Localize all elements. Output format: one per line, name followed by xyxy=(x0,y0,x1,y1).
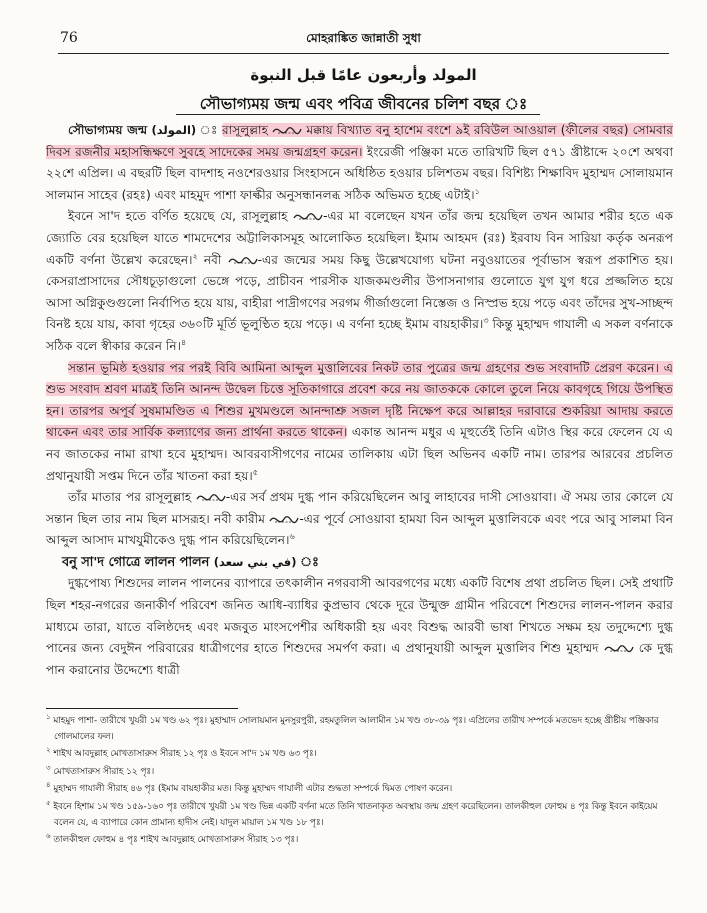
saw-symbol-icon xyxy=(269,515,299,524)
footnote-ref-3[interactable]: ৩ xyxy=(483,316,489,326)
text-span: -এর মা বলেছেন যখন তাঁর জন্ম হয়েছিল তখন আমার শরীর হতে এক জ্যোতি বের হয়েছিল যাতে শামদেশের অট্টালিকাসমূহ আলোকিত হয়েছিল। ইমাম আহমদ (রঃ) ইরবায বিন সারিয়া কর্তৃক অনরূপ একটি বর্ণনা উল্লেখ করেছেন। xyxy=(46,209,674,267)
saw-symbol-icon xyxy=(228,256,258,265)
footnote-ref-1[interactable]: ১ xyxy=(474,186,480,196)
footnote-ref-5[interactable]: ৫ xyxy=(252,467,258,477)
page-number: 76 xyxy=(60,30,78,46)
paragraph-nursing xyxy=(46,487,673,552)
footnote-ref-6[interactable]: ৬ xyxy=(289,532,295,542)
saw-symbol-icon xyxy=(196,493,226,502)
saw-symbol-icon xyxy=(604,644,634,653)
footnote-text: মাহমুদ পাশা- তারীখে খুযরী ১ম খণ্ড ৬২ পৃঃ। মুহাম্মাদ সোলায়মান মুনসুরপুরী, রহমতুলিল আলামীন ১ম খণ্ড ৩৮-৩৯ পৃঃ। এপ্রিলের তারীখ সম্পর্কে মতভেদ হচ্ছে খ্রীষ্টীয় পঞ্জিকার গোলমালের ফল। xyxy=(53,716,659,742)
footnote-text: ইবনে হিশাম ১ম খণ্ড ১৫৯-১৬০ পৃঃ তারীখে খুযরী ১ম খণ্ড ভিন্ন একটি বর্ণনা মতে তিনি খাতনাকৃত অবস্থায় জন্ম গ্রহণ করেছিলেন। তালকীহুল ফোহুম ৪ পৃঃ কিন্তু ইবনে কাইয়েম বলেন যে, এ ব্যাপারে কোন প্রামান্য হাদীস নেই। যাদুল মায়াল ১ম খণ্ড ১৮ পৃঃ। xyxy=(53,801,658,828)
paragraph-light xyxy=(46,206,673,357)
footnotes xyxy=(46,714,673,851)
footnote-ref-2[interactable]: ২ xyxy=(192,251,198,261)
section-heading-birth: সৌভাগ্যময় জন্ম xyxy=(68,123,148,137)
text-span: রাসূলুল্লাহ xyxy=(222,123,273,137)
footnote-ref-4[interactable]: ৪ xyxy=(181,337,187,347)
footnote-text: শাইখ আবদুল্লাহ মোখতাসারুস সীরাহ ১২ পৃঃ ও ইবনে সা'দ ১ম খণ্ড ৬৩ পৃঃ। xyxy=(53,749,317,760)
footnote-number: ৩ xyxy=(46,763,51,772)
footnote-text: তালকীহুল ফোহুম ৪ পৃঃ শাইখ আবদুল্লাহ মোখতাসারুস সীরাহ ১৩ পৃঃ। xyxy=(53,835,299,846)
footnote xyxy=(46,765,673,781)
footnote-number: ১ xyxy=(46,713,51,722)
header-rule xyxy=(58,53,669,54)
footnote-number: ৪ xyxy=(46,781,51,790)
arabic-term-mawlid: (المولد) xyxy=(151,123,197,137)
footnote-text: মোখতাসারুস সীরাহ ১২ পৃঃ। xyxy=(53,766,155,777)
text-span: কিন্তু মুহাম্মদ গাযালী এ সকল বর্ণনাকে সঠিক বলে স্বীকার করেন নি। xyxy=(46,317,673,353)
text-span: নবী xyxy=(197,252,228,267)
chapter-title: সৌভাগ্যময় জন্ম এবং পবিত্র জীবনের চলিশ বছর ঃ xyxy=(199,95,528,113)
paragraph-birth xyxy=(46,120,673,206)
text-span: ইবনে সা'দ হতে বর্ণিত হয়েছে যে, রাসূলুল্লাহ xyxy=(68,209,294,224)
page-header xyxy=(60,30,667,52)
footnote-rule xyxy=(46,708,238,709)
footnote xyxy=(46,747,673,763)
paragraph-bani-saad xyxy=(46,573,673,681)
highlight-news: সন্তান ভূমিষ্ঠ হওয়ার পর পরই বিবি আমিনা আব্দুল মুত্তালিবের নিকট তার পুত্রের জন্ম গ্রহণের শুভ সংবাদটি প্রেরণ করেন। এ শুভ সংবাদ শ্রবণ মাত্রই তিনি আনন্দ উদ্বেল চিত্তে সূতিকাগারে প্রবেশ করে নয় জাতককে কোলে তুলে নিয়ে কাবগৃহে গিয়ে উপস্থিত হন। তারপর অপূর্ব সুষমামণ্ডিত এ শিশুর মুখমণ্ডলে আনন্দাশ্রু সজল দৃষ্টি নিক্ষেপ করে আল্লাহর দরাবারে শুকরিয়া আদায় করতে থাকেন এবং তার সার্বিক কল্যাণের জন্য প্রার্থনা করতে থাকেন। xyxy=(46,360,673,440)
footnote xyxy=(46,800,673,831)
text-span: তাঁর মাতার পর রাসূলুল্লাহ xyxy=(68,490,196,505)
footnote-number: ৫ xyxy=(46,799,51,808)
body-text xyxy=(46,120,673,681)
footnote-text: মুহাম্মদ গাযালী সীরাহ ৪৬ পৃঃ (ইমাম বায়হাকীর মত। কিন্তু মুহাম্মদ গাযালী এটার শুদ্ধতা সম্পর্কে দ্বিমত পোষণ করেন। xyxy=(53,784,453,795)
footnote-number: ৬ xyxy=(46,832,51,841)
paragraph-news xyxy=(46,358,673,488)
arabic-chapter-title: المولد وأربعون عامًا قبل النبوة xyxy=(250,66,477,84)
text-span: দুগ্ধপোষ্য শিশুদের লালন পালনের ব্যাপারে তৎকালীন নগরবাসী আবরগণের মধ্যে একটি বিশেষ প্রথা প্রচলিত ছিল। সেই প্রথাটি ছিল শহর-নগরের জনাকীর্ণ পরিবেশ জনিত আধি-ব্যাধির কুপ্রভাব থেকে দূরে উন্মুক্ত গ্রামীন পরিবেশে শিশুদের লালন-পালন করার মাধ্যমে তারা, যাতে বলিষ্ঠদেহ এবং মজবুত মাংসপেশীর অধিকারী হয় এবং বিশুদ্ধ আরবী ভাষা শিখতে সক্ষম হয় তদুদ্দেশ্যে দুগ্ধ পানের জন্য বেদুঈন পরিবারের ধাত্রীগণের হাতে শিশুদের সমর্পণ করা। এ প্রথানুযায়ী আব্দুল মুত্তালিব শিশু মুহাম্মদ xyxy=(46,576,673,656)
text-span: কে দুগ্ধ পান করানোর উদ্দেশ্যে ধাত্রী xyxy=(46,641,673,677)
text-span: -এর জন্মের সময় কিছু উল্লেখযোগ্য ঘটনা নবুওয়াতের পূর্বাভাস স্বরূপ প্রকাশিত হয়। কেসরাপ্রাসাদের সৌধচূড়াগুলো ভেঙ্গে পড়ে, প্রাচীবন পারসীক যাজকমণ্ডলীর উপাসনাগার গুলোতে যুগ যুগ ধরে প্রজ্জলিত হয়ে আসা অগ্নিকুণ্ডগুলো নির্বাপিত হয়ে যায়, বাহীরা পাদ্রীগণের সরগম গীর্জাগুলো নিস্তেজ ও নিস্প্রভ হয়ে পড়ে এবং তাঁদের সুখ-সাচ্ছন্দ বিনষ্ট হয়ে যায়, কাবা গৃহের ৩৬০টি মূর্তি ভূলুণ্ঠিত হয়ে পড়ে। এ বর্ণনা হচ্ছে ইমাম বায়হাকীর। xyxy=(46,252,673,332)
text-span: ইংরেজী পঞ্জিকা মতে তারিখটি ছিল ৫৭১ খ্রীষ্টাব্দে ২০শে অথবা ২২শে এপ্রিল। এ বছরটি ছিল বাদশাহ নওশেরওয়ার সিংহাসনে অধিষ্ঠিত হওয়ার চলিশতম বছর। বিশিষ্ট্য শিক্ষাবিদ মুহাম্মদ সোলায়মান সালমান সাহেব (রহঃ) এবং মাহমুদ পাশা ফাল্কীর অনুসন্ধানলব্ধ সঠিক অভিমত হচ্ছে এটাই। xyxy=(46,144,674,202)
footnote xyxy=(46,782,673,798)
heading-colon: ঃ xyxy=(296,554,319,570)
text-span: একান্ত আনন্দ মধুর এ মূহুর্তেই তিনি এটাও স্থির করে ফেলেন যে এ নব জাতকের নামা রাখা হবে মুহাম্মদ। আবরবাসীগণের নামের তালিকায় এটা ছিল অভিনব একটি নাম। তারপর আরবের প্রচলিত প্রথানুযায়ী সপ্তম দিনে তাঁর খাতনা করা হয়। xyxy=(46,425,673,483)
footnote xyxy=(46,714,673,745)
text-span: -এর সর্ব প্রথম দুগ্ধ পান করিয়েছিলেন আবু লাহাবের দাসী সোওয়াবা। ঐ সময় তার কোলে যে সন্তান ছিল তার নাম ছিল মাসরূহ। নবী কারীম xyxy=(46,490,673,526)
footnote-number: ২ xyxy=(46,746,51,755)
saw-symbol-icon xyxy=(272,126,302,135)
heading-colon: ঃ xyxy=(196,123,222,137)
heading-text: বনু সা'দ গোত্রে লালন পালন xyxy=(62,554,210,570)
running-title: মোহরাঙ্কিত জান্নাতী সুধা xyxy=(306,31,421,45)
title-underline xyxy=(176,114,540,115)
footnote xyxy=(46,833,673,849)
text-span: মক্কায় বিখ্যাত বনু হাশেম বংশে ৯ই রবিউল আওয়াল (ফীলের বছর) সোমবার দিবস রজনীর মহাসন্ধিক্ষণে সুবহে সাদেকের সময় জন্মগ্রহণ করেন। xyxy=(46,123,673,159)
text-span: -এর পূর্বে সোওয়াবা হামযা বিন আব্দুল মুত্তালিবকে এবং পরে আবু সালমা বিন আব্দুল আসাদ মাখযুমীকেও দুগ্ধ পান করিয়েছিলেন। xyxy=(46,511,673,548)
arabic-term-bani-saad: (في بني سعد) xyxy=(213,554,297,569)
section-heading-bani-saad xyxy=(46,552,673,574)
saw-symbol-icon xyxy=(293,212,323,221)
